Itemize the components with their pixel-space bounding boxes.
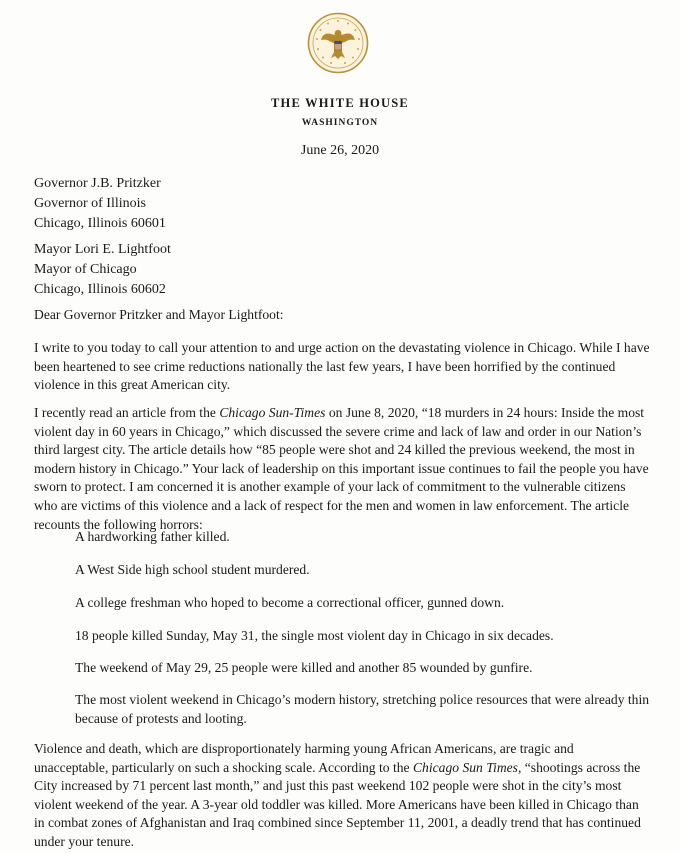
list-item: A hardworking father killed. — [75, 529, 230, 544]
list-item: The most violent weekend in Chicago’s modern history, stretching police resources that were already thin because of protests and looting. — [75, 692, 650, 726]
address-line: Governor of Illinois — [34, 196, 146, 211]
list-item: A college freshman who hoped to become a correctional officer, gunned down. — [75, 595, 505, 610]
publication-name: Chicago Sun-Times — [219, 405, 326, 420]
letterhead-subtitle: WASHINGTON — [301, 118, 379, 128]
address-line: Mayor Lori E. Lightfoot — [34, 242, 171, 257]
list-item: 18 people killed Sunday, May 31, the single most violent day in Chicago in six decades. — [75, 628, 554, 643]
address-line: Governor J.B. Pritzker — [34, 176, 161, 191]
letterhead-title: THE WHITE HOUSE — [271, 96, 409, 110]
salutation: Dear Governor Pritzker and Mayor Lightfoot: — [34, 307, 284, 322]
letter-date: June 26, 2020 — [300, 143, 380, 158]
list-item: The weekend of May 29, 25 people were killed and another 85 wounded by gunfire. — [75, 660, 533, 675]
paragraph-text: on June 8, 2020, “18 murders in 24 hours: Inside the most violent day in 60 years in Chicago,” which discussed the severe crime and lack of law and order in our Nation’s third largest city. The article details how “85 people were shot and 24 killed the previous weekend, the most in modern history in Chicago.” Your lack of leadership on this important issue continues to fail the people you have sworn to protect. I am concerned it is another example of your lack of commitment to the vulnerable citizens who are victims of this violence and a lack of respect for the men and women in law enforcement. The article recounts the following horrors: — [34, 405, 649, 532]
list-item: A West Side high school student murdered. — [75, 562, 310, 577]
publication-name: Chicago Sun Times — [412, 759, 518, 775]
address-line: Chicago, Illinois 60602 — [34, 282, 166, 297]
paragraph-intro: I write to you today to call your attention to and urge action on the devastating violence in Chicago. While I have been heartened to see crime reductions nationally the last few years, I have been horrified by the continued violence in this great American city. — [34, 340, 650, 393]
presidential-seal-icon — [307, 12, 369, 74]
address-line: Mayor of Chicago — [34, 262, 137, 277]
recipient-address-governor — [34, 174, 166, 234]
paragraph-text: Violence and death, which are disproportionately harming young African Americans, are tragic and unacceptable, particularly on such a shocking scale. According to the — [34, 741, 574, 775]
address-line: Chicago, Illinois 60601 — [34, 216, 166, 231]
paragraph-article — [34, 404, 650, 534]
paragraph-violence — [34, 740, 650, 852]
paragraph-text: I recently read an article from the — [34, 405, 220, 420]
paragraph-text: , “shootings across the City increased by 71 percent last month,” and just this past weekend 102 people were shot in the city’s most violent weekend of the year. A 3-year old toddler was killed. More Americans have been killed in Chicago than in combat zones of Afghanistan and Iraq combined since September 11, 2001, a deadly trend that has continued under your tenure. — [34, 759, 641, 849]
recipient-address-mayor — [34, 240, 171, 300]
